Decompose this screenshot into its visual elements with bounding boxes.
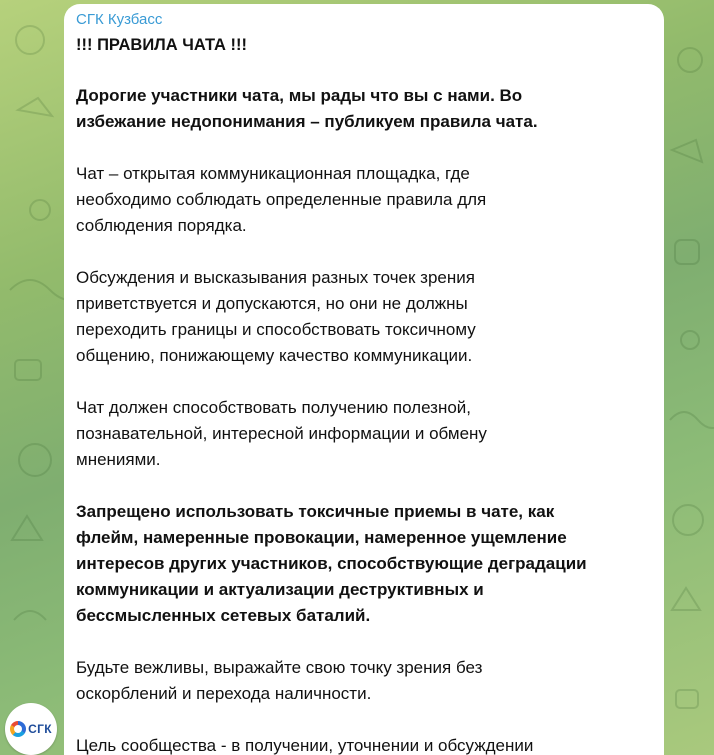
message-bubble[interactable] <box>64 4 664 755</box>
message-text-line: Дорогие участники чата, мы рады что вы с нами. Во <box>76 86 523 105</box>
message-paragraph <box>76 83 652 135</box>
message-text-line: переходить границы и способствовать токсичному <box>76 320 476 339</box>
message-text-line: соблюдения порядка. <box>76 216 247 235</box>
message-paragraph <box>76 161 652 239</box>
message-text-line: приветствуется и допускаются, но они не должны <box>76 294 468 313</box>
message-sender-name[interactable]: СГК Кузбасс <box>76 11 163 28</box>
message-paragraph <box>76 265 652 369</box>
message-paragraph <box>76 499 652 629</box>
message-text-line: Запрещено использовать токсичные приемы в чате, как <box>76 502 555 521</box>
message-text-line: бессмысленных сетевых баталий. <box>76 606 371 625</box>
message-text-line: избежание недопонимания – публикуем правила чата. <box>76 112 538 131</box>
message-title: !!! ПРАВИЛА ЧАТА !!! <box>76 36 247 54</box>
sgk-logo-icon <box>10 721 26 737</box>
message-text-line: интересов других участников, способствующие деградации <box>76 554 587 573</box>
message-text-line: Будьте вежливы, выражайте свою точку зрения без <box>76 658 483 677</box>
message-text-line: Чат должен способствовать получению полезной, <box>76 398 472 417</box>
avatar-label: СГК <box>28 722 52 736</box>
message-text-line: коммуникации и актуализации деструктивных и <box>76 580 484 599</box>
message-text-line: оскорблений и перехода наличности. <box>76 684 372 703</box>
message-paragraph <box>76 733 652 755</box>
message-text-line: необходимо соблюдать определенные правила для <box>76 190 487 209</box>
sender-avatar[interactable] <box>5 703 57 755</box>
message-paragraph <box>76 395 652 473</box>
message-text-line: общению, понижающему качество коммуникации. <box>76 346 473 365</box>
message-paragraph <box>76 655 652 707</box>
message-text-line: Цель сообщества - в получении, уточнении и обсуждении <box>76 736 534 755</box>
message-text-line: Чат – открытая коммуникационная площадка, где <box>76 164 470 183</box>
message-text-line: познавательной, интересной информации и обмену <box>76 424 487 443</box>
message-text-line: Обсуждения и высказывания разных точек зрения <box>76 268 475 287</box>
message-body <box>76 83 652 755</box>
message-text-line: флейм, намеренные провокации, намеренное ущемление <box>76 528 567 547</box>
message-text-line: мнениями. <box>76 450 161 469</box>
